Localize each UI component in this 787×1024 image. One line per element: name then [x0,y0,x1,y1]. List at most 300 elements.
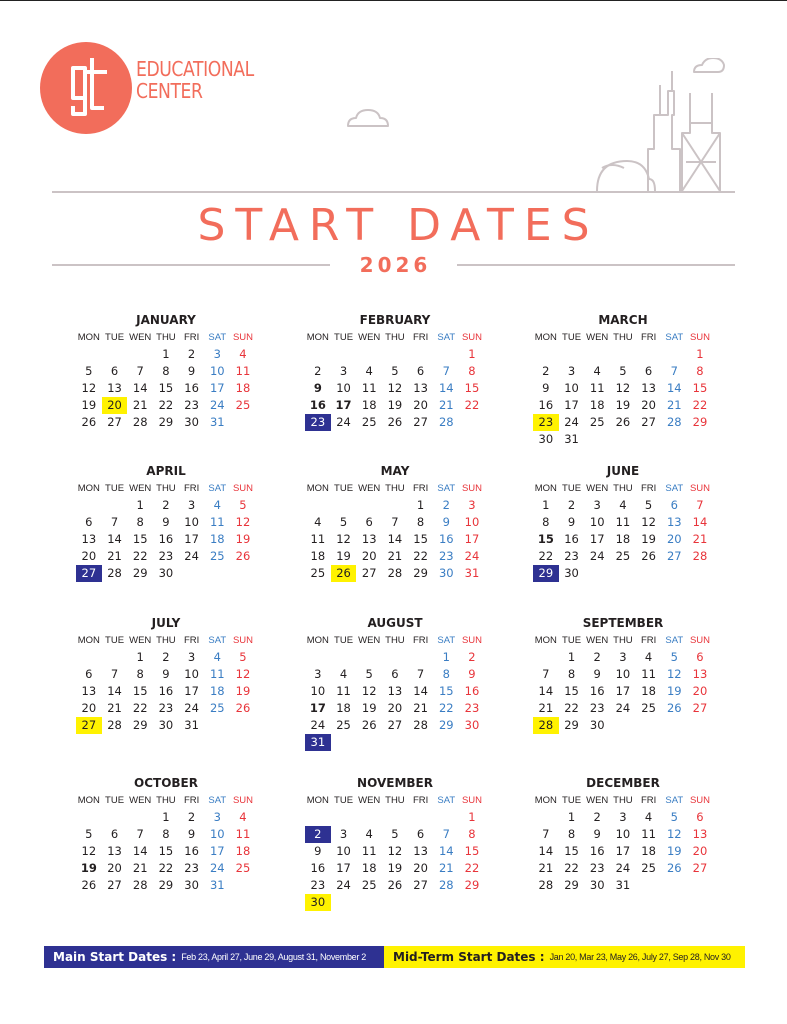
top-border [0,0,787,1]
day-cell: 23 [184,861,199,875]
day-cell: 7 [542,667,550,681]
day-cell: 16 [184,844,199,858]
day-cell: 23 [589,861,605,875]
month-name: NOVEMBER [357,776,433,790]
day-cell: 13 [107,381,122,395]
day-cell: 13 [413,844,428,858]
empty-cell [559,346,585,363]
empty-cell [584,346,610,363]
month-grid [76,480,256,582]
day-cell: 19 [666,844,682,858]
day-cell: 13 [81,684,97,698]
mid-term-day: 30 [305,894,331,911]
day-cell: 13 [666,515,682,529]
day-cell: 17 [464,532,480,546]
day-cell: 10 [209,827,225,841]
day-cell: 12 [387,844,403,858]
day-cell: 5 [619,364,627,378]
weekday-header: THU [156,483,176,494]
day-cell: 9 [468,667,476,681]
weekday-header: SUN [232,795,253,806]
day-cell: 2 [542,364,550,378]
weekday-header: WEN [358,795,381,806]
weekday-header: WEN [129,332,152,343]
day-cell: 19 [615,398,631,412]
day-cell: 14 [132,844,148,858]
weekday-header: THU [385,483,405,494]
month-october [76,774,256,894]
day-cell: 26 [641,549,656,563]
day-cell: 17 [336,861,351,875]
day-cell: 29 [413,566,428,580]
day-cell: 6 [85,667,93,681]
empty-cell [533,649,559,666]
day-cell: 16 [158,684,174,698]
day-cell: 1 [468,347,476,361]
day-cell: 31 [615,878,631,892]
day-cell: 21 [438,398,454,412]
day-cell: 29 [132,566,148,580]
day-cell: 26 [615,415,631,429]
day-cell: 4 [644,810,653,824]
weekday-header: TUE [105,332,125,343]
day-cell: 9 [313,381,322,395]
day-cell: 16 [538,398,554,412]
weekday-header: FRI [412,332,429,343]
day-cell: 19 [81,398,97,412]
day-cell: 25 [641,861,656,875]
day-cell: 9 [442,515,450,529]
empty-cell [533,809,559,826]
weekday-header: SUN [461,332,482,343]
day-cell: 25 [209,701,225,715]
day-cell: 18 [361,861,377,875]
day-cell: 14 [132,381,148,395]
day-cell: 27 [387,718,403,732]
month-march [533,311,713,448]
weekday-header: SAT [665,332,684,343]
day-cell: 27 [107,415,122,429]
day-cell: 3 [567,364,576,378]
day-cell: 21 [438,861,454,875]
weekday-header: SAT [208,483,227,494]
weekday-header: FRI [412,795,429,806]
day-cell: 29 [158,415,174,429]
day-cell: 29 [438,718,454,732]
day-cell: 21 [387,549,403,563]
weekday-header: SAT [208,795,227,806]
day-cell: 14 [538,684,554,698]
empty-cell [127,346,153,363]
day-cell: 28 [692,549,708,563]
header-divider [52,191,735,193]
day-cell: 26 [666,701,682,715]
day-cell: 21 [666,398,682,412]
day-cell: 12 [235,667,251,681]
day-cell: 22 [132,549,148,563]
weekday-header: FRI [183,332,200,343]
day-cell: 6 [644,364,653,378]
day-cell: 20 [107,861,122,875]
day-cell: 28 [438,878,454,892]
empty-cell [356,497,382,514]
day-cell: 15 [158,381,174,395]
empty-cell [305,497,331,514]
day-cell: 30 [158,718,174,732]
day-cell: 18 [336,701,351,715]
day-cell: 15 [438,684,454,698]
month-name: MARCH [598,313,648,327]
day-cell: 16 [589,844,605,858]
day-cell: 4 [239,810,247,824]
empty-cell [408,809,434,826]
day-cell: 8 [442,667,450,681]
month-name: MAY [380,464,410,478]
day-cell: 27 [666,549,682,563]
day-cell: 15 [564,844,579,858]
day-cell: 25 [361,878,377,892]
day-cell: 4 [619,498,627,512]
day-cell: 21 [132,861,148,875]
day-cell: 6 [391,667,399,681]
day-cell: 2 [593,810,601,824]
day-cell: 17 [335,398,352,412]
day-cell: 17 [309,701,326,715]
day-cell: 10 [336,381,351,395]
empty-cell [356,346,382,363]
weekday-header: TUE [562,635,582,646]
day-cell: 4 [213,650,221,664]
day-cell: 31 [209,415,225,429]
day-cell: 20 [81,701,97,715]
mid-term-legend [384,946,745,968]
day-cell: 11 [209,515,225,529]
day-cell: 22 [692,398,708,412]
empty-cell [661,346,687,363]
day-cell: 6 [365,515,373,529]
empty-cell [76,809,102,826]
day-cell: 2 [442,498,450,512]
weekday-header: MON [306,332,329,343]
day-cell: 1 [567,810,576,824]
day-cell: 2 [567,498,576,512]
empty-cell [102,497,128,514]
day-cell: 11 [235,364,251,378]
month-grid [305,329,485,431]
month-grid [76,329,256,431]
day-cell: 25 [310,566,326,580]
month-name: APRIL [146,464,186,478]
weekday-header: THU [156,795,176,806]
day-cell: 19 [235,532,251,546]
day-cell: 24 [336,415,351,429]
month-june [533,462,713,582]
day-cell: 1 [442,650,450,664]
day-cell: 9 [593,667,601,681]
weekday-header: MON [306,795,329,806]
day-cell: 13 [107,844,122,858]
day-cell: 7 [110,515,119,529]
day-cell: 21 [538,701,554,715]
day-cell: 24 [589,549,605,563]
day-cell: 18 [615,532,631,546]
day-cell: 30 [564,566,579,580]
day-cell: 24 [184,549,199,563]
day-cell: 22 [158,398,174,412]
day-cell: 9 [162,515,170,529]
day-cell: 10 [564,381,579,395]
day-cell: 11 [235,827,251,841]
day-cell: 15 [158,844,174,858]
weekday-header: TUE [562,795,582,806]
day-cell: 25 [641,701,656,715]
weekday-header: SAT [208,332,227,343]
weekday-header: FRI [183,795,200,806]
mid-term-day: 26 [331,565,357,582]
month-grid [305,480,485,582]
day-cell: 3 [314,667,322,681]
day-cell: 20 [81,549,97,563]
day-cell: 16 [564,532,579,546]
weekday-header: SAT [437,635,456,646]
day-cell: 22 [413,549,428,563]
mid-term-day: 28 [533,717,559,734]
year-row [52,253,735,277]
gt-logo-icon [40,42,132,134]
day-cell: 31 [209,878,225,892]
day-cell: 5 [644,498,653,512]
day-cell: 19 [387,861,403,875]
day-cell: 14 [438,844,454,858]
day-cell: 10 [464,515,480,529]
day-cell: 9 [567,515,576,529]
empty-cell [533,346,559,363]
month-september [533,614,713,734]
day-cell: 21 [538,861,554,875]
day-cell: 16 [158,532,174,546]
main-start-day: 27 [76,565,102,582]
day-cell: 27 [692,701,708,715]
day-cell: 16 [309,398,326,412]
weekday-header: FRI [640,332,657,343]
day-cell: 29 [158,878,174,892]
month-may [305,462,485,582]
day-cell: 6 [110,827,119,841]
day-cell: 8 [542,515,550,529]
day-cell: 27 [361,566,377,580]
day-cell: 19 [80,861,97,875]
day-cell: 19 [387,398,403,412]
day-cell: 27 [413,878,428,892]
weekday-header: THU [613,795,633,806]
day-cell: 30 [184,878,199,892]
day-cell: 24 [564,415,579,429]
month-grid [533,632,713,734]
day-cell: 9 [314,844,322,858]
day-cell: 1 [696,347,704,361]
weekday-header: MON [77,332,100,343]
day-cell: 13 [692,667,708,681]
empty-cell [382,346,408,363]
day-cell: 25 [361,415,377,429]
day-cell: 8 [136,515,144,529]
day-cell: 5 [239,498,247,512]
day-cell: 14 [107,532,122,546]
day-cell: 5 [239,650,247,664]
day-cell: 13 [413,381,428,395]
month-name: AUGUST [367,616,423,630]
day-cell: 14 [666,381,682,395]
month-name: JANUARY [136,313,196,327]
month-grid [533,480,713,582]
day-cell: 12 [666,827,682,841]
day-cell: 10 [310,684,326,698]
day-cell: 30 [538,432,554,446]
day-cell: 26 [81,415,97,429]
day-cell: 7 [696,498,704,512]
mid-term-label: Mid-Term Start Dates : [393,950,545,964]
weekday-header: TUE [105,795,125,806]
empty-cell [382,649,408,666]
day-cell: 10 [615,667,631,681]
day-cell: 16 [184,381,199,395]
weekday-header: SUN [461,483,482,494]
day-cell: 15 [464,381,480,395]
day-cell: 8 [468,364,476,378]
month-july [76,614,256,734]
day-cell: 24 [184,701,199,715]
day-cell: 6 [696,810,704,824]
day-cell: 24 [464,549,480,563]
empty-cell [76,497,102,514]
day-cell: 16 [310,861,326,875]
empty-cell [127,809,153,826]
month-april [76,462,256,582]
main-start-legend [44,946,384,968]
day-cell: 5 [391,827,399,841]
day-cell: 17 [184,684,199,698]
day-cell: 7 [110,667,119,681]
day-cell: 7 [442,827,450,841]
day-cell: 17 [209,844,225,858]
logo-line-2: CENTER [136,79,203,103]
day-cell: 11 [310,532,326,546]
main-start-label: Main Start Dates : [53,950,177,964]
day-cell: 10 [336,844,351,858]
day-cell: 18 [361,398,377,412]
weekday-header: FRI [412,483,429,494]
day-cell: 18 [589,398,605,412]
weekday-header: SUN [461,795,482,806]
empty-cell [102,809,128,826]
weekday-header: WEN [358,332,381,343]
day-cell: 25 [336,718,351,732]
day-cell: 15 [464,844,480,858]
weekday-header: MON [306,635,329,646]
empty-cell [305,346,331,363]
day-cell: 7 [442,364,450,378]
empty-cell [102,346,128,363]
day-cell: 20 [666,532,682,546]
weekday-header: MON [534,795,557,806]
day-cell: 29 [692,415,708,429]
day-cell: 5 [365,667,373,681]
main-start-day: 29 [533,565,559,582]
empty-cell [408,346,434,363]
day-cell: 19 [361,701,377,715]
day-cell: 28 [107,718,122,732]
day-cell: 28 [438,415,454,429]
month-name: JULY [151,616,181,630]
weekday-header: FRI [640,795,657,806]
weekday-header: MON [77,635,100,646]
day-cell: 6 [670,498,678,512]
day-cell: 14 [692,515,708,529]
day-cell: 2 [162,650,170,664]
weekday-header: WEN [586,483,609,494]
day-cell: 5 [85,827,93,841]
day-cell: 13 [641,381,656,395]
day-cell: 21 [107,549,122,563]
day-cell: 14 [438,381,454,395]
weekday-header: SUN [232,332,253,343]
day-cell: 20 [692,844,708,858]
weekday-header: MON [534,483,557,494]
day-cell: 29 [464,878,480,892]
day-cell: 23 [589,701,605,715]
day-cell: 1 [416,498,425,512]
day-cell: 3 [213,347,221,361]
day-cell: 12 [235,515,251,529]
day-cell: 8 [136,667,144,681]
day-cell: 3 [339,827,348,841]
weekday-header: TUE [562,332,582,343]
weekday-header: THU [613,332,633,343]
day-cell: 18 [310,549,326,563]
day-cell: 26 [387,415,403,429]
weekday-header: THU [156,332,176,343]
day-cell: 28 [387,566,403,580]
day-cell: 21 [132,398,148,412]
day-cell: 23 [564,549,579,563]
day-cell: 24 [615,701,631,715]
weekday-header: MON [534,332,557,343]
day-cell: 13 [387,684,403,698]
day-cell: 10 [589,515,605,529]
day-cell: 8 [696,364,704,378]
day-cell: 1 [136,498,144,512]
month-name: FEBRUARY [359,313,431,327]
day-cell: 3 [593,498,601,512]
day-cell: 24 [310,718,326,732]
month-august [305,614,485,751]
day-cell: 4 [314,515,322,529]
day-cell: 11 [361,844,377,858]
day-cell: 6 [416,364,425,378]
day-cell: 22 [158,861,174,875]
month-name: SEPTEMBER [582,616,664,630]
day-cell: 7 [391,515,399,529]
day-cell: 3 [213,810,221,824]
empty-cell [356,649,382,666]
day-cell: 15 [132,532,148,546]
day-cell: 14 [387,532,403,546]
day-cell: 4 [239,347,247,361]
weekday-header: SAT [437,332,456,343]
day-cell: 2 [468,650,476,664]
weekday-header: WEN [129,795,152,806]
day-cell: 8 [567,827,576,841]
